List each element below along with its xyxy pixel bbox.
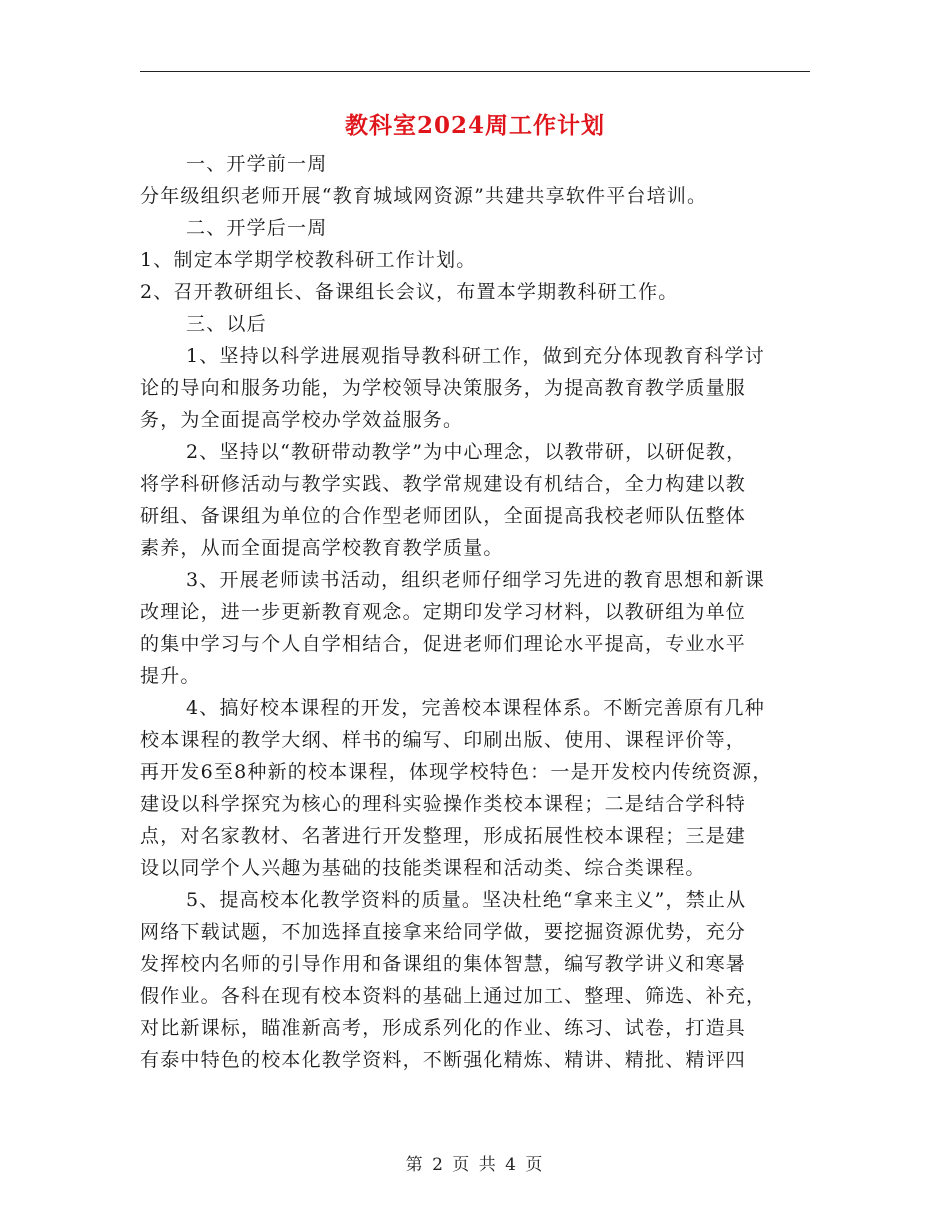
section-heading: 一、开学前一周 (186, 153, 328, 175)
paragraph-line: 点，对名家教材、名著进行开发整理，形成拓展性校本课程；三是建 (140, 825, 747, 847)
paragraph-line: 设以同学个人兴趣为基础的技能类课程和活动类、综合类课程。 (140, 857, 706, 879)
paragraph-line: 校本课程的教学大纲、样书的编写、印刷出版、使用、课程评价等， (140, 729, 747, 751)
paragraph-line: 网络下载试题，不加选择直接拿来给同学做，要挖掘资源优势，充分 (140, 921, 747, 943)
paragraph-line: 4、搞好校本课程的开发，完善校本课程体系。不断完善原有几种 (186, 697, 765, 719)
paragraph-line: 改理论，进一步更新教育观念。定期印发学习材料，以教研组为单位 (140, 601, 747, 623)
paragraph-line: 务，为全面提高学校办学效益服务。 (140, 409, 464, 431)
document-body (140, 148, 830, 1076)
paragraph-line: 假作业。各科在现有校本资料的基础上通过加工、整理、筛选、补充， (140, 985, 767, 1007)
section-heading: 二、开学后一周 (186, 217, 328, 239)
paragraph-line: 建设以科学探究为核心的理科实验操作类校本课程；二是结合学科特 (140, 793, 747, 815)
paragraph-line: 分年级组织老师开展“教育城域网资源”共建共享软件平台培训。 (140, 185, 708, 207)
paragraph-line: 3、开展老师读书活动，组织老师仔细学习先进的教育思想和新课 (186, 569, 765, 591)
paragraph-line: 研组、备课组为单位的合作型老师团队，全面提高我校老师队伍整体 (140, 505, 747, 527)
paragraph-line: 5、提高校本化教学资料的质量。坚决杜绝“拿来主义”，禁止从 (186, 889, 747, 911)
paragraph-line: 2、召开教研组长、备课组长会议，布置本学期教科研工作。 (140, 281, 679, 303)
paragraph-line: 1、制定本学期学校教科研工作计划。 (140, 249, 477, 271)
section-heading: 三、以后 (186, 313, 267, 335)
paragraph-line: 发挥校内名师的引导作用和备课组的集体智慧，编写教学讲义和寒暑 (140, 953, 747, 975)
paragraph-line: 将学科研修活动与教学实践、教学常规建设有机结合，全力构建以教 (140, 473, 747, 495)
paragraph-line: 再开发6至8种新的校本课程，体现学校特色：一是开发校内传统资源， (140, 761, 773, 783)
paragraph-line: 的集中学习与个人自学相结合，促进老师们理论水平提高，专业水平 (140, 633, 747, 655)
paragraph-line: 1、坚持以科学进展观指导教科研工作，做到充分体现教育科学讨 (186, 345, 765, 367)
paragraph-line: 对比新课标，瞄准新高考，形成系列化的作业、练习、试卷，打造具 (140, 1017, 747, 1039)
page-number-footer: 第 2 页 共 4 页 (405, 1155, 545, 1175)
paragraph-line: 2、坚持以“教研带动教学”为中心理念，以教带研，以研促教， (186, 441, 747, 463)
header-rule (140, 71, 810, 72)
paragraph-line: 提升。 (140, 665, 201, 687)
paragraph-line: 有泰中特色的校本化教学资料，不断强化精炼、精讲、精批、精评四 (140, 1049, 747, 1071)
paragraph-line: 素养，从而全面提高学校教育教学质量。 (140, 537, 504, 559)
paragraph-line: 论的导向和服务功能，为学校领导决策服务，为提高教育教学质量服 (140, 377, 747, 399)
document-title: 教科室2024周工作计划 (344, 112, 605, 139)
